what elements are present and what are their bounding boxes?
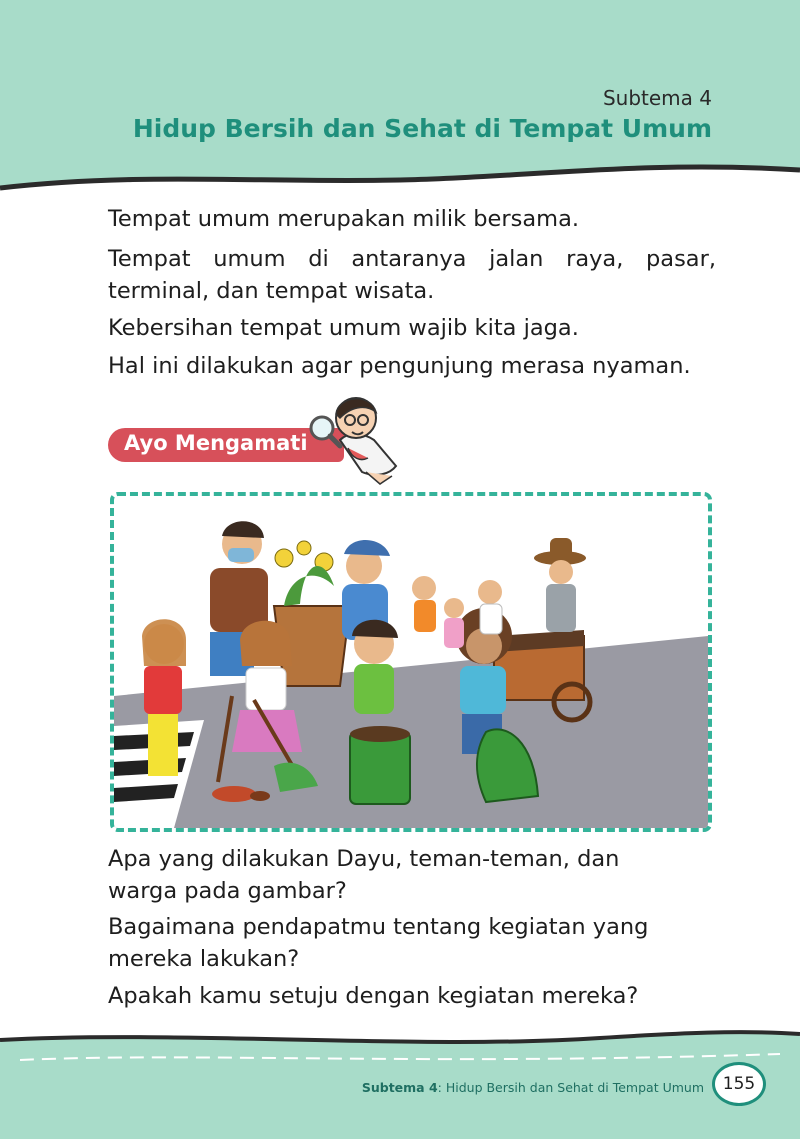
page-number: 155: [712, 1062, 766, 1106]
intro-paragraph-2: Tempat umum di antaranya jalan raya, pasar, terminal, dan tempat wisata.: [108, 246, 716, 304]
footer-subtema-bold: Subtema 4: [361, 1080, 438, 1095]
footer-subtema: [362, 1080, 704, 1095]
footer-subtema-rest: : Hidup Bersih dan Sehat di Tempat Umum: [437, 1080, 704, 1095]
question-1: Apa yang dilakukan Dayu, teman-teman, dan warga pada gambar?: [108, 846, 620, 904]
question-2: Bagaimana pendapatmu tentang kegiatan yang mereka lakukan?: [108, 914, 649, 972]
subtema-label: Subtema 4: [602, 86, 712, 110]
intro-paragraph-3: Kebersihan tempat umum wajib kita jaga.: [108, 315, 579, 341]
community-cleanup-illustration: [114, 496, 708, 828]
intro-paragraph-4: Hal ini dilakukan agar pengunjung merasa nyaman.: [108, 353, 691, 379]
illustration-frame: [110, 492, 712, 832]
mascot-magnifier-icon: [300, 388, 400, 488]
question-3: Apakah kamu setuju dengan kegiatan mereka?: [108, 983, 639, 1009]
page-title: Hidup Bersih dan Sehat di Tempat Umum: [132, 114, 712, 143]
section-badge-label: Ayo Mengamati: [124, 431, 308, 455]
intro-paragraph-1: Tempat umum merupakan milik bersama.: [108, 206, 580, 232]
